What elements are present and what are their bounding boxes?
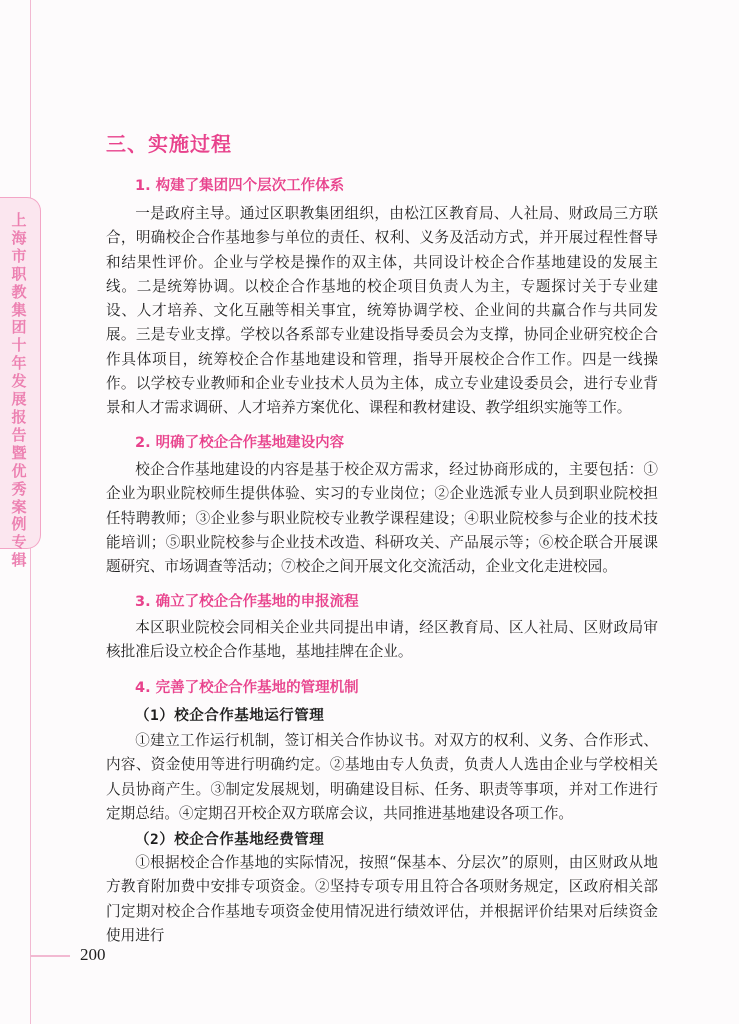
mechanism-paragraph-2: ①根据校企合作基地的实际情况，按照“保基本、分层次”的原则，由区财政从地方教育附加费中安排专项资金。②坚持专项专用且符合各项财务规定，区政府相关部门定期对校企合作基地专项资金使用情况进行绩效评估，并根据评价结果对后续资金使用进行 xyxy=(106,854,658,944)
subsection-paragraph-3: 本区职业院校会同相关企业共同提出申请，经区教育局、区人社局、区财政局审核批准后设立校企合作基地，基地挂牌在企业。 xyxy=(106,619,658,661)
footer-rule xyxy=(30,955,70,957)
page-number: 200 xyxy=(80,945,106,964)
subsection-heading-1: 1. 构建了集团四个层次工作体系 xyxy=(135,178,345,194)
section-title: 三、实施过程 xyxy=(106,132,232,156)
subsection-paragraph-2: 校企合作基地建设的内容是基于校企双方需求，经过协商形成的，主要包括：①企业为职业院校师生提供体验、实习的专业岗位；②企业选派专业人员到职业院校担任特聘教师；③企业参与职业院校专业教学课程建设；④职业院校参与企业的技术技能培训；⑤职业院校参与企业技术改造、科研攻关、产品展示等；⑥校企联合开展课题研究、市场调查等活动；⑦校企之间开展文化交流活动，企业文化走进校园。 xyxy=(106,461,658,576)
mechanism-paragraph-1: ①建立工作运行机制，签订相关合作协议书。对双方的权利、义务、合作形式、内容、资金使用等进行明确约定。②基地由专人负责，负责人人选由企业与学校相关人员协商产生。③制定发展规划，明确建设目标、任务、职责等事项，并对工作进行定期总结。④定期召开校企双方联席会议，共同推进基地建设各项工作。 xyxy=(106,732,658,822)
subsection-heading-2: 2. 明确了校企合作基地建设内容 xyxy=(135,435,345,451)
mechanism-heading-1: （1）校企合作基地运行管理 xyxy=(135,708,325,724)
subsection-heading-4: 4. 完善了校企合作基地的管理机制 xyxy=(135,680,359,696)
subsection-paragraph-1: 一是政府主导。通过区职教集团组织，由松江区教育局、人社局、财政局三方联合，明确校企合作基地参与单位的责任、权利、义务及活动方式，并开展过程性督导和结果性评价。企业与学校是操作的双主体，共同设计校企合作基地建设的发展主线。二是统筹协调。以校企合作基地的校企项目负责人为主，专题探讨关于专业建设、人才培养、文化互融等相关事宜，统筹协调学校、企业间的共赢合作与共同发展。三是专业支撑。学校以各系部专业建设指导委员会为支撑，协同企业研究校企合作具体项目，统筹校企合作基地建设和管理，指导开展校企合作工作。四是一线操作。以学校专业教师和企业专业技术人员为主体，成立专业建设委员会，进行专业背景和人才需求调研、人才培养方案优化、课程和教材建设、教学组织实施等工作。 xyxy=(106,205,658,417)
mechanism-heading-2: （2）校企合作基地经费管理 xyxy=(135,832,325,848)
side-tab xyxy=(0,197,41,570)
subsection-heading-3: 3. 确立了校企合作基地的申报流程 xyxy=(135,594,359,610)
side-tab-title: 上海市职教集团十年发展报告暨优秀案例专辑 xyxy=(11,211,27,570)
